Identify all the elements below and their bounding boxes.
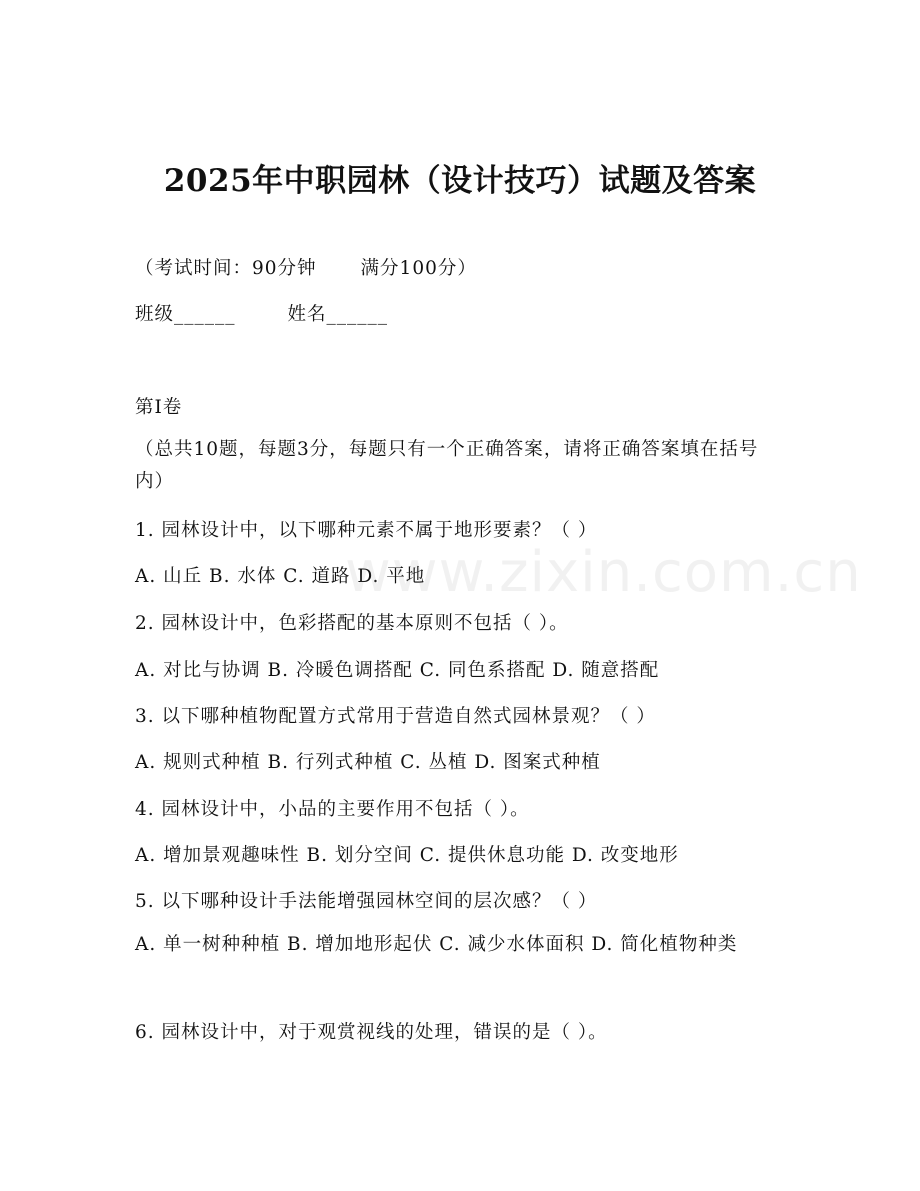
question-4-options: A. 增加景观趣味性 B. 划分空间 C. 提供休息功能 D. 改变地形 — [135, 845, 679, 866]
page-title: 2025年中职园林（设计技巧）试题及答案 — [163, 163, 757, 199]
question-2-options: A. 对比与协调 B. 冷暖色调搭配 C. 同色系搭配 D. 随意搭配 — [135, 660, 660, 681]
exam-full-score: 满分100分） — [360, 258, 477, 279]
exam-info — [135, 254, 477, 280]
question-5-options: A. 单一树种种植 B. 增加地形起伏 C. 减少水体面积 D. 简化植物种类 — [135, 934, 738, 955]
question-3-stem: 3. 以下哪种植物配置方式常用于营造自然式园林景观？（ ） — [135, 706, 656, 727]
question-2-stem: 2. 园林设计中，色彩搭配的基本原则不包括（ ）。 — [135, 613, 569, 634]
watermark: www.zixin.com.cn — [345, 540, 862, 605]
section-title: 第Ⅰ卷 — [135, 397, 183, 418]
question-1-options: A. 山丘 B. 水体 C. 道路 D. 平地 — [135, 566, 426, 587]
question-5-stem: 5. 以下哪种设计手法能增强园林空间的层次感？（ ） — [135, 891, 598, 912]
class-field: 班级______ — [135, 304, 236, 325]
section-instructions: （总共10题，每题3分，每题只有一个正确答案，请将正确答案填在括号内） — [135, 439, 759, 492]
question-1-stem: 1. 园林设计中，以下哪种元素不属于地形要素？（ ） — [135, 520, 598, 541]
student-fields — [135, 300, 388, 326]
name-field: 姓名______ — [287, 304, 389, 325]
question-6-stem: 6. 园林设计中，对于观赏视线的处理，错误的是（ ）。 — [135, 1022, 608, 1043]
exam-time: （考试时间：90分钟 — [135, 258, 317, 279]
question-3-options: A. 规则式种植 B. 行列式种植 C. 丛植 D. 图案式种植 — [135, 752, 601, 773]
question-4-stem: 4. 园林设计中，小品的主要作用不包括（ ）。 — [135, 799, 530, 820]
